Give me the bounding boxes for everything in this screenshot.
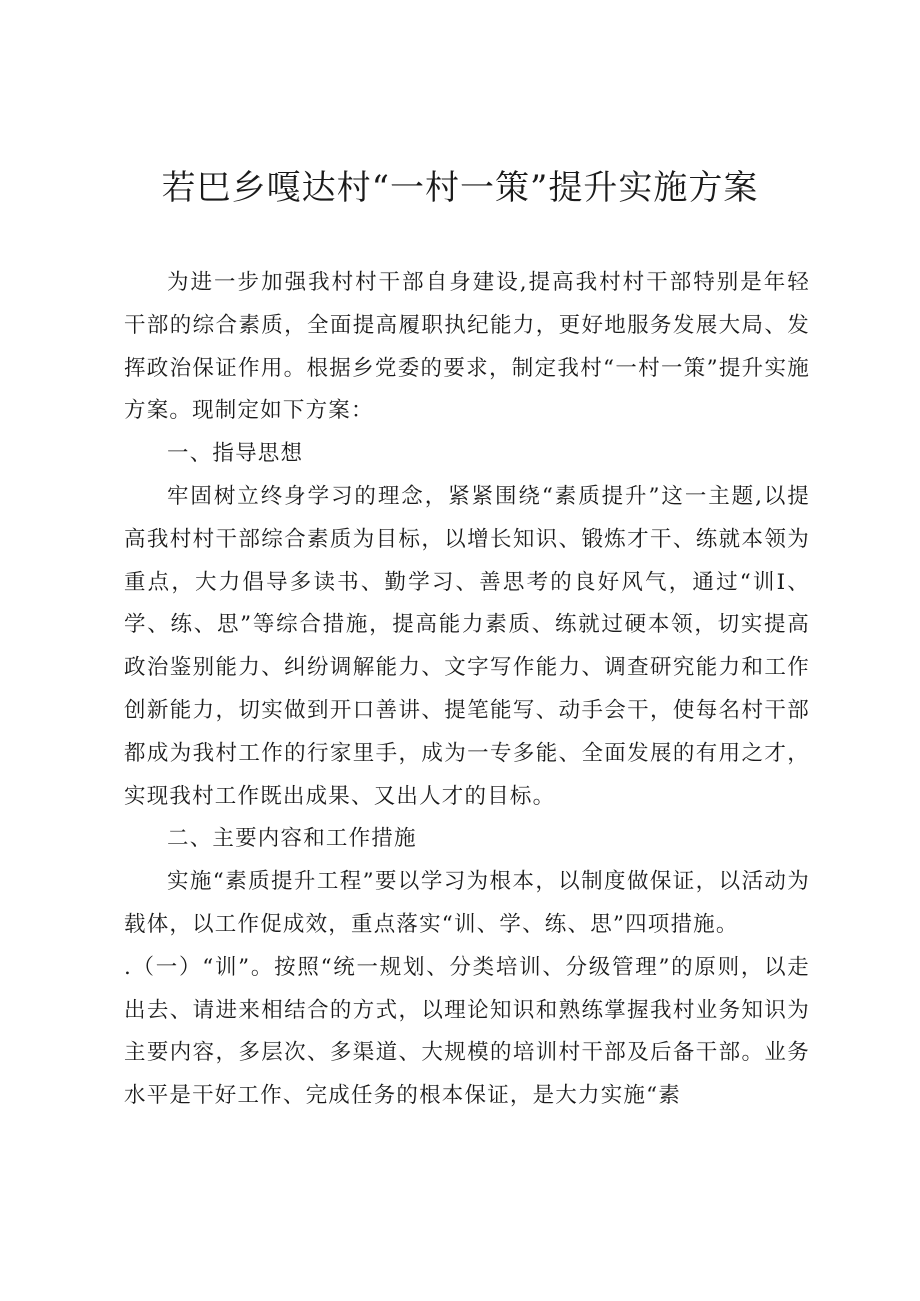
document-body bbox=[124, 262, 810, 1118]
training-item-paragraph: .（一）“训”。按照“统一规划、分类培训、分级管理”的原则，以走出去、请进来相结合的方式，以理论知识和熟练掌握我村业务知识为主要内容，多层次、多渠道、大规模的培训村干部及后备干部。业务水平是干好工作、完成任务的根本保证，是大力实施“素 bbox=[124, 954, 810, 1109]
section-heading-guiding-thought: 一、指导思想 bbox=[167, 441, 304, 467]
section-heading-main-content: 二、主要内容和工作措施 bbox=[167, 826, 417, 852]
main-content-paragraph: 实施“素质提升工程”要以学习为根本，以制度做保证，以活动为载体，以工作促成效，重点落实“训、学、练、思”四项措施。 bbox=[124, 869, 810, 937]
intro-paragraph: 为进一步加强我村村干部自身建设,提高我村村干部特别是年轻干部的综合素质，全面提高履职执纪能力，更好地服务发展大局、发挥政治保证作用。根据乡党委的要求，制定我村“一村一策”提升实施方案。现制定如下方案： bbox=[124, 270, 810, 424]
document-title: 若巴乡嘎达村“一村一策”提升实施方案 bbox=[161, 168, 759, 208]
guiding-thought-paragraph: 牢固树立终身学习的理念，紧紧围绕“素质提升”这一主题,以提高我村村干部综合素质为目标，以增长知识、锻炼才干、练就本领为重点，大力倡导多读书、勤学习、善思考的良好风气，通过“训I、学、练、思”等综合措施，提高能力素质、练就过硬本领，切实提高政治鉴别能力、纠纷调解能力、文字写作能力、调查研究能力和工作创新能力，切实做到开口善讲、提笔能写、动手会干，使每名村干部都成为我村工作的行家里手，成为一专多能、全面发展的有用之才，实现我村工作既出成果、又出人才的目标。 bbox=[124, 483, 810, 809]
